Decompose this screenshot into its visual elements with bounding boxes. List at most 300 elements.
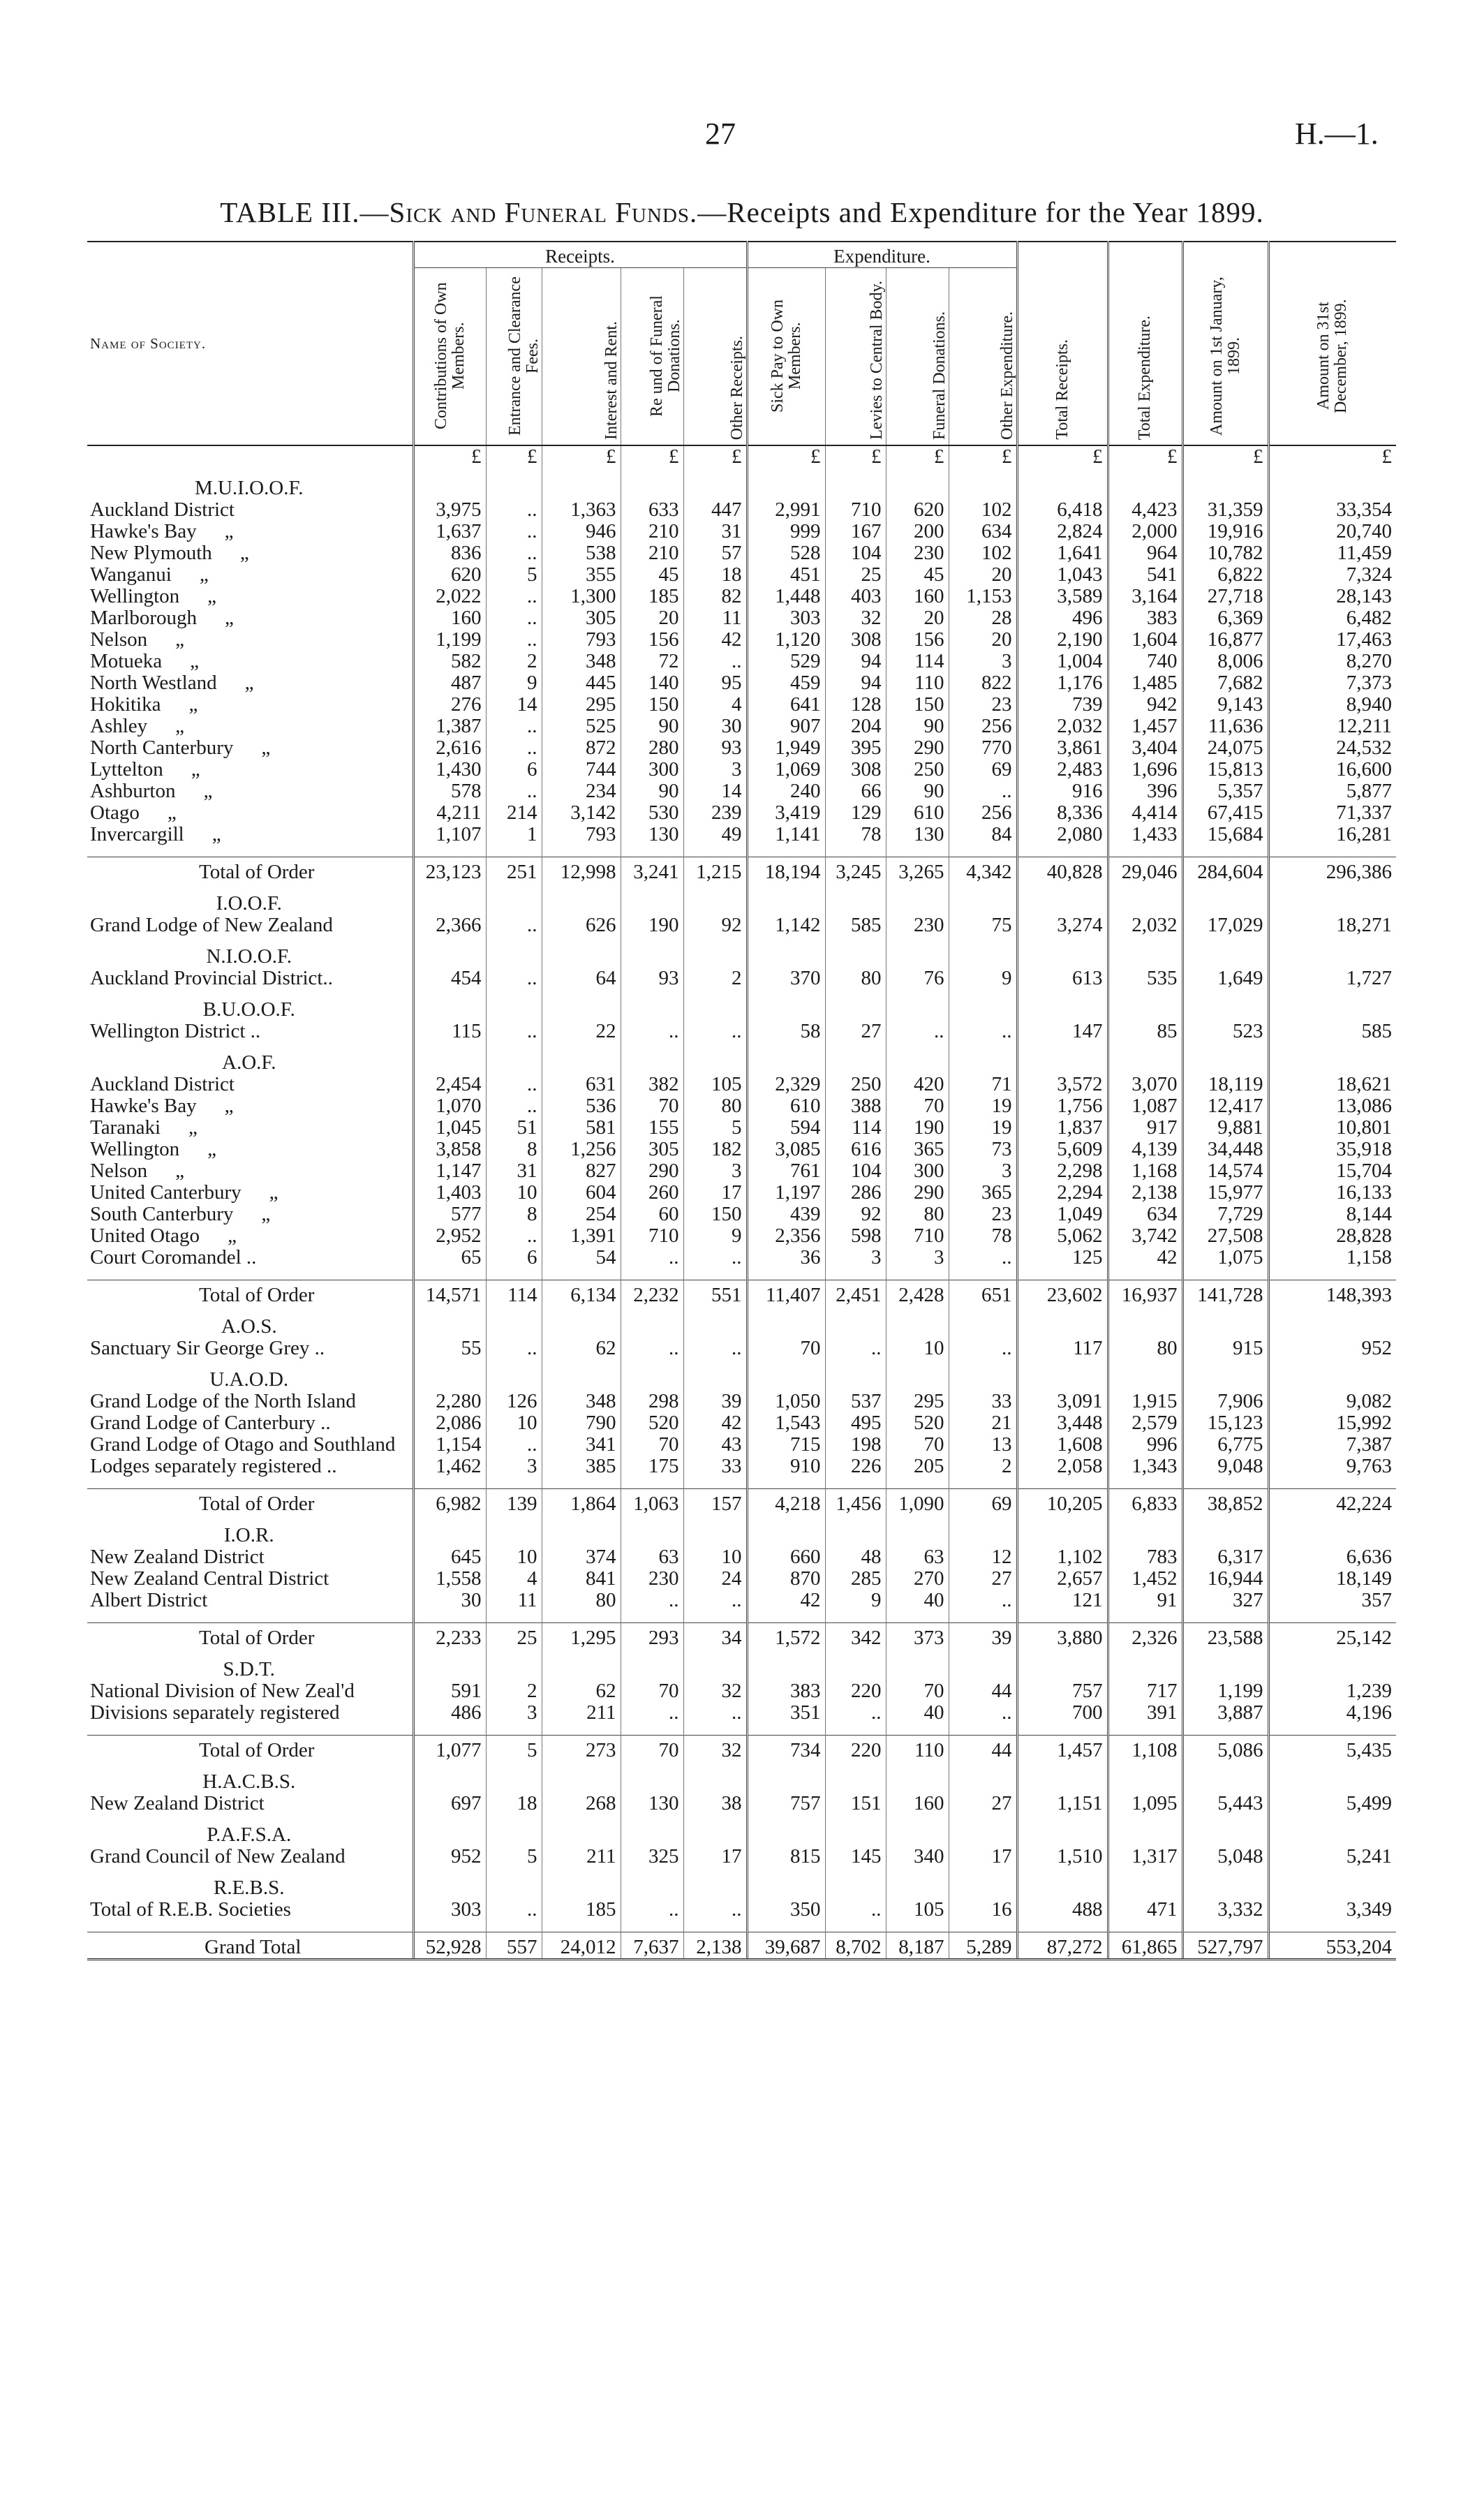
total-label: Total of Order	[87, 1623, 413, 1650]
value-cell: 90	[886, 716, 949, 737]
value-cell: ..	[949, 1021, 1017, 1042]
value-cell: 8,940	[1268, 694, 1396, 716]
value-cell: 27	[949, 1793, 1017, 1814]
table-row	[87, 1899, 1396, 1921]
value-cell: 1,154	[413, 1434, 486, 1456]
value-cell: 471	[1108, 1899, 1182, 1921]
value-cell: 148,393	[1268, 1280, 1396, 1307]
empty-cell	[1268, 845, 1396, 857]
society-name-cell	[87, 802, 413, 824]
value-cell: 7,324	[1268, 564, 1396, 586]
value-cell: 21	[949, 1412, 1017, 1434]
value-cell: 76	[886, 968, 949, 989]
value-cell: 90	[621, 781, 683, 802]
society-name-cell	[87, 607, 413, 629]
empty-cell	[413, 1477, 486, 1489]
empty-cell	[683, 1724, 747, 1736]
empty-cell	[1182, 845, 1268, 857]
value-cell: 1,102	[1017, 1546, 1108, 1568]
value-cell: 16,937	[1108, 1280, 1182, 1307]
empty-cell	[486, 1359, 542, 1391]
value-cell: 308	[825, 759, 886, 781]
value-cell: 70	[621, 1095, 683, 1117]
value-cell: 915	[1182, 1338, 1268, 1359]
ditto-mark: „	[175, 629, 185, 651]
value-cell: 577	[413, 1204, 486, 1225]
empty-cell	[1017, 1306, 1108, 1338]
value-cell: 10	[486, 1546, 542, 1568]
value-cell: 1,343	[1108, 1456, 1182, 1477]
value-cell: 12,211	[1268, 716, 1396, 737]
empty-cell	[683, 1477, 747, 1489]
value-cell: 1,151	[1017, 1793, 1108, 1814]
value-cell: 42	[683, 629, 747, 651]
empty-cell	[1017, 1611, 1108, 1623]
value-cell: 5,609	[1017, 1139, 1108, 1160]
value-cell: 6,369	[1182, 607, 1268, 629]
value-cell: 102	[949, 499, 1017, 521]
value-cell: 4,211	[413, 802, 486, 824]
value-cell: 1,608	[1017, 1434, 1108, 1456]
table-title	[0, 195, 1484, 229]
grand-total-row	[87, 1932, 1396, 1960]
value-cell: 9	[486, 672, 542, 694]
empty-cell	[1108, 1814, 1182, 1846]
empty-cell	[542, 468, 621, 499]
value-cell: 2,294	[1017, 1182, 1108, 1204]
spacer-cell	[87, 1921, 413, 1932]
value-cell: 32	[683, 1736, 747, 1762]
empty-cell	[949, 1921, 1017, 1932]
value-cell: 51	[486, 1117, 542, 1139]
empty-cell	[1182, 1515, 1268, 1546]
empty-cell	[413, 468, 486, 499]
ditto-mark: „	[244, 672, 254, 694]
value-cell: 5,499	[1268, 1793, 1396, 1814]
value-cell: 29,046	[1108, 857, 1182, 884]
value-cell: 578	[413, 781, 486, 802]
empty-cell	[683, 1269, 747, 1280]
value-cell: 3,349	[1268, 1899, 1396, 1921]
value-cell: 3,265	[886, 857, 949, 884]
empty-cell	[886, 1477, 949, 1489]
section-heading: R.E.B.S.	[213, 1877, 285, 1899]
value-cell: 3,880	[1017, 1623, 1108, 1650]
value-cell: 102	[949, 542, 1017, 564]
section-heading: S.D.T.	[223, 1658, 275, 1680]
value-cell: 64	[542, 968, 621, 989]
value-cell: 1,457	[1017, 1736, 1108, 1762]
value-cell: 6,317	[1182, 1546, 1268, 1568]
empty-cell	[1182, 1724, 1268, 1736]
value-cell: 15,123	[1182, 1412, 1268, 1434]
value-cell: 6,134	[542, 1280, 621, 1307]
value-cell: 80	[1108, 1338, 1182, 1359]
value-cell: 6,636	[1268, 1546, 1396, 1568]
society-name: Auckland Provincial District..	[90, 968, 333, 989]
value-cell: 70	[621, 1680, 683, 1702]
empty-cell	[825, 1611, 886, 1623]
value-cell: 27,718	[1182, 586, 1268, 607]
value-cell: 295	[886, 1391, 949, 1412]
value-cell: ..	[621, 1338, 683, 1359]
empty-cell	[1182, 1042, 1268, 1074]
section-heading: A.O.F.	[222, 1051, 276, 1074]
value-cell: 20,740	[1268, 521, 1396, 542]
total-row	[87, 857, 1396, 884]
society-name-cell	[87, 1391, 413, 1412]
value-cell: 94	[825, 672, 886, 694]
value-cell: 553,204	[1268, 1932, 1396, 1960]
value-cell: 260	[621, 1182, 683, 1204]
empty-cell	[621, 1868, 683, 1899]
empty-cell	[1182, 1306, 1268, 1338]
value-cell: 33	[683, 1456, 747, 1477]
total-row	[87, 1736, 1396, 1762]
total-label: Total of Order	[87, 1280, 413, 1307]
ditto-mark: „	[224, 1095, 234, 1117]
empty-cell	[825, 1921, 886, 1932]
value-cell: 1,095	[1108, 1793, 1182, 1814]
value-cell: 70	[886, 1095, 949, 1117]
empty-cell	[949, 936, 1017, 968]
value-cell: 14,574	[1182, 1160, 1268, 1182]
value-cell: 62	[542, 1680, 621, 1702]
value-cell: 125	[1017, 1247, 1108, 1269]
empty-cell	[1182, 1761, 1268, 1793]
empty-cell	[747, 883, 825, 915]
value-cell: 150	[621, 694, 683, 716]
empty-cell	[683, 1611, 747, 1623]
empty-cell	[486, 989, 542, 1021]
value-cell: 7,637	[621, 1932, 683, 1960]
column-header	[621, 268, 683, 446]
value-cell: 3	[886, 1247, 949, 1269]
table-row	[87, 1568, 1396, 1590]
value-cell: ..	[949, 781, 1017, 802]
column-header	[683, 268, 747, 446]
value-cell: 52,928	[413, 1932, 486, 1960]
society-name-cell	[87, 672, 413, 694]
society-name: Wanganui	[90, 564, 172, 586]
society-name: New Zealand District	[90, 1793, 265, 1814]
value-cell: 13,086	[1268, 1095, 1396, 1117]
value-cell: 616	[825, 1139, 886, 1160]
value-cell: 62	[542, 1338, 621, 1359]
empty-cell	[886, 1724, 949, 1736]
table-row	[87, 694, 1396, 716]
table-row	[87, 1702, 1396, 1724]
value-cell: 9,763	[1268, 1456, 1396, 1477]
spacer-row	[87, 1269, 1396, 1280]
value-cell: 305	[621, 1139, 683, 1160]
value-cell: 6	[486, 1247, 542, 1269]
value-cell: 388	[825, 1095, 886, 1117]
value-cell: 7,373	[1268, 672, 1396, 694]
value-cell: 204	[825, 716, 886, 737]
value-cell: 110	[886, 1736, 949, 1762]
grand-total-label: Grand Total	[87, 1932, 413, 1960]
empty-cell	[486, 1042, 542, 1074]
value-cell: 16,877	[1182, 629, 1268, 651]
society-name: Wellington District ..	[90, 1021, 261, 1042]
value-cell: 340	[886, 1846, 949, 1868]
society-name: South Canterbury	[90, 1204, 234, 1225]
value-cell: 1,363	[542, 499, 621, 521]
value-cell: 296,386	[1268, 857, 1396, 884]
table-row	[87, 781, 1396, 802]
value-cell: 1,452	[1108, 1568, 1182, 1590]
table-row	[87, 1590, 1396, 1611]
value-cell: 18,149	[1268, 1568, 1396, 1590]
value-cell: 14	[486, 694, 542, 716]
value-cell: 45	[621, 564, 683, 586]
empty-cell	[542, 1761, 621, 1793]
value-cell: 770	[949, 737, 1017, 759]
value-cell: 44	[949, 1736, 1017, 1762]
value-cell: 140	[621, 672, 683, 694]
value-cell: 10,205	[1017, 1489, 1108, 1516]
empty-cell	[747, 989, 825, 1021]
value-cell: 591	[413, 1680, 486, 1702]
value-cell: £	[825, 445, 886, 468]
value-cell: 382	[621, 1074, 683, 1095]
empty-cell	[683, 989, 747, 1021]
empty-cell	[1268, 1269, 1396, 1280]
value-cell: 2,483	[1017, 759, 1108, 781]
value-cell: 8	[486, 1204, 542, 1225]
value-cell: 27	[949, 1568, 1017, 1590]
value-cell: 139	[486, 1489, 542, 1516]
value-cell: 3	[486, 1702, 542, 1724]
empty-cell	[621, 845, 683, 857]
empty-cell	[542, 989, 621, 1021]
value-cell: 61,865	[1108, 1932, 1182, 1960]
value-cell: 273	[542, 1736, 621, 1762]
value-cell: 3,085	[747, 1139, 825, 1160]
section-heading-row	[87, 1515, 1396, 1546]
value-cell: 3,332	[1182, 1899, 1268, 1921]
value-cell: 529	[747, 651, 825, 672]
value-cell: 757	[747, 1793, 825, 1814]
society-name-cell	[87, 1680, 413, 1702]
value-cell: 1,199	[413, 629, 486, 651]
society-name: Sanctuary Sir George Grey ..	[90, 1338, 325, 1359]
value-cell: 155	[621, 1117, 683, 1139]
empty-cell	[949, 845, 1017, 857]
value-cell: 38,852	[1182, 1489, 1268, 1516]
empty-cell	[886, 1611, 949, 1623]
spacer-row	[87, 1477, 1396, 1489]
value-cell: ..	[621, 1247, 683, 1269]
table-row	[87, 607, 1396, 629]
column-header-label: Amount on 1st January, 1899.	[1207, 276, 1243, 436]
value-cell: ..	[683, 1899, 747, 1921]
empty-cell	[886, 468, 949, 499]
empty-cell	[621, 1042, 683, 1074]
value-cell: 94	[825, 651, 886, 672]
value-cell: 18,119	[1182, 1074, 1268, 1095]
society-name-cell	[87, 1702, 413, 1724]
value-cell: 198	[825, 1434, 886, 1456]
value-cell: 610	[747, 1095, 825, 1117]
section-heading: A.O.S.	[221, 1315, 277, 1338]
value-cell: 20	[886, 607, 949, 629]
value-cell: 488	[1017, 1899, 1108, 1921]
value-cell: 3,070	[1108, 1074, 1182, 1095]
value-cell: 374	[542, 1546, 621, 1568]
value-cell: 6,982	[413, 1489, 486, 1516]
value-cell: 70	[621, 1434, 683, 1456]
empty-cell	[1182, 1611, 1268, 1623]
value-cell: 2,329	[747, 1074, 825, 1095]
value-cell: 2,190	[1017, 629, 1108, 651]
table-row	[87, 1021, 1396, 1042]
value-cell: 48	[825, 1546, 886, 1568]
value-cell: ..	[486, 521, 542, 542]
empty-cell	[1268, 1814, 1396, 1846]
table-row	[87, 1204, 1396, 1225]
empty-cell	[542, 1306, 621, 1338]
value-cell: £	[747, 445, 825, 468]
society-name-cell	[87, 1117, 413, 1139]
ditto-mark: „	[224, 521, 234, 542]
ditto-mark: „	[207, 1139, 217, 1160]
empty-cell	[413, 1649, 486, 1680]
empty-cell	[747, 1515, 825, 1546]
table-row	[87, 802, 1396, 824]
empty-cell	[542, 1868, 621, 1899]
value-cell: £	[486, 445, 542, 468]
empty-cell	[683, 1868, 747, 1899]
value-cell: 3,887	[1182, 1702, 1268, 1724]
value-cell: 1,510	[1017, 1846, 1108, 1868]
empty-cell	[1017, 883, 1108, 915]
spacer-cell	[87, 1477, 413, 1489]
value-cell: 942	[1108, 694, 1182, 716]
total-label: Total of Order	[87, 857, 413, 884]
value-cell: 25	[825, 564, 886, 586]
value-cell: 17,463	[1268, 629, 1396, 651]
value-cell: 42	[683, 1412, 747, 1434]
value-cell: 373	[886, 1623, 949, 1650]
value-cell: 325	[621, 1846, 683, 1868]
value-cell: 14,571	[413, 1280, 486, 1307]
empty-cell	[1182, 989, 1268, 1021]
value-cell: 1,108	[1108, 1736, 1182, 1762]
society-name: Grand Lodge of New Zealand	[90, 915, 333, 936]
value-cell: 5,443	[1182, 1793, 1268, 1814]
empty-cell	[1017, 989, 1108, 1021]
empty-cell	[621, 1814, 683, 1846]
society-name: Lodges separately registered ..	[90, 1456, 337, 1477]
column-header-label: Contributions of Own Members.	[431, 282, 468, 430]
value-cell: ..	[825, 1899, 886, 1921]
empty-cell	[886, 1042, 949, 1074]
value-cell: 5,062	[1017, 1225, 1108, 1247]
value-cell: 5,357	[1182, 781, 1268, 802]
value-cell: 4,218	[747, 1489, 825, 1516]
value-cell: 92	[825, 1204, 886, 1225]
value-cell: 1,050	[747, 1391, 825, 1412]
value-cell: 385	[542, 1456, 621, 1477]
value-cell: 1,649	[1182, 968, 1268, 989]
empty-cell	[747, 1042, 825, 1074]
value-cell: 280	[621, 737, 683, 759]
table-row	[87, 672, 1396, 694]
ditto-mark: „	[207, 586, 217, 607]
empty-cell	[747, 1306, 825, 1338]
empty-cell	[825, 1269, 886, 1280]
value-cell: 9	[825, 1590, 886, 1611]
empty-cell	[413, 883, 486, 915]
value-cell: 36	[747, 1247, 825, 1269]
value-cell: ..	[486, 499, 542, 521]
value-cell: 357	[1268, 1590, 1396, 1611]
empty-cell	[949, 1814, 1017, 1846]
society-name-cell	[87, 1590, 413, 1611]
section-heading: M.U.I.O.O.F.	[194, 477, 304, 499]
value-cell: 2,032	[1017, 716, 1108, 737]
total-label: Total of Order	[87, 1736, 413, 1762]
section-heading-row	[87, 1868, 1396, 1899]
empty-cell	[1017, 845, 1108, 857]
value-cell: 69	[949, 759, 1017, 781]
value-cell: 31,359	[1182, 499, 1268, 521]
empty-cell	[683, 1359, 747, 1391]
value-cell: 1,090	[886, 1489, 949, 1516]
value-cell: 486	[413, 1702, 486, 1724]
value-cell: 2	[486, 1680, 542, 1702]
empty-cell	[683, 468, 747, 499]
society-name: Invercargill	[90, 824, 184, 845]
value-cell: 626	[542, 915, 621, 936]
value-cell: 3	[486, 1456, 542, 1477]
value-cell: 65	[413, 1247, 486, 1269]
empty-cell	[1268, 1359, 1396, 1391]
value-cell: 1,696	[1108, 759, 1182, 781]
value-cell: ..	[621, 1702, 683, 1724]
section-heading-row	[87, 468, 1396, 499]
value-cell: 66	[825, 781, 886, 802]
column-header	[1182, 242, 1268, 445]
value-cell: 45	[886, 564, 949, 586]
value-cell: 10	[486, 1412, 542, 1434]
value-cell: 1,197	[747, 1182, 825, 1204]
empty-cell	[1108, 1649, 1182, 1680]
value-cell: 1	[486, 824, 542, 845]
value-cell: 1,300	[542, 586, 621, 607]
value-cell: 1,147	[413, 1160, 486, 1182]
society-name-cell	[87, 737, 413, 759]
value-cell: 33	[949, 1391, 1017, 1412]
column-header-label: Entrance and Clearance Fees.	[505, 276, 542, 436]
total-row	[87, 1280, 1396, 1307]
value-cell: 268	[542, 1793, 621, 1814]
value-cell: 1,295	[542, 1623, 621, 1650]
value-cell: 24,012	[542, 1932, 621, 1960]
value-cell: ..	[486, 1225, 542, 1247]
empty-cell	[621, 1649, 683, 1680]
value-cell: 80	[886, 1204, 949, 1225]
value-cell: 620	[886, 499, 949, 521]
empty-cell	[542, 883, 621, 915]
value-cell: ..	[486, 1338, 542, 1359]
value-cell: 190	[886, 1117, 949, 1139]
empty-cell	[949, 883, 1017, 915]
value-cell: 348	[542, 651, 621, 672]
society-name-cell	[87, 759, 413, 781]
